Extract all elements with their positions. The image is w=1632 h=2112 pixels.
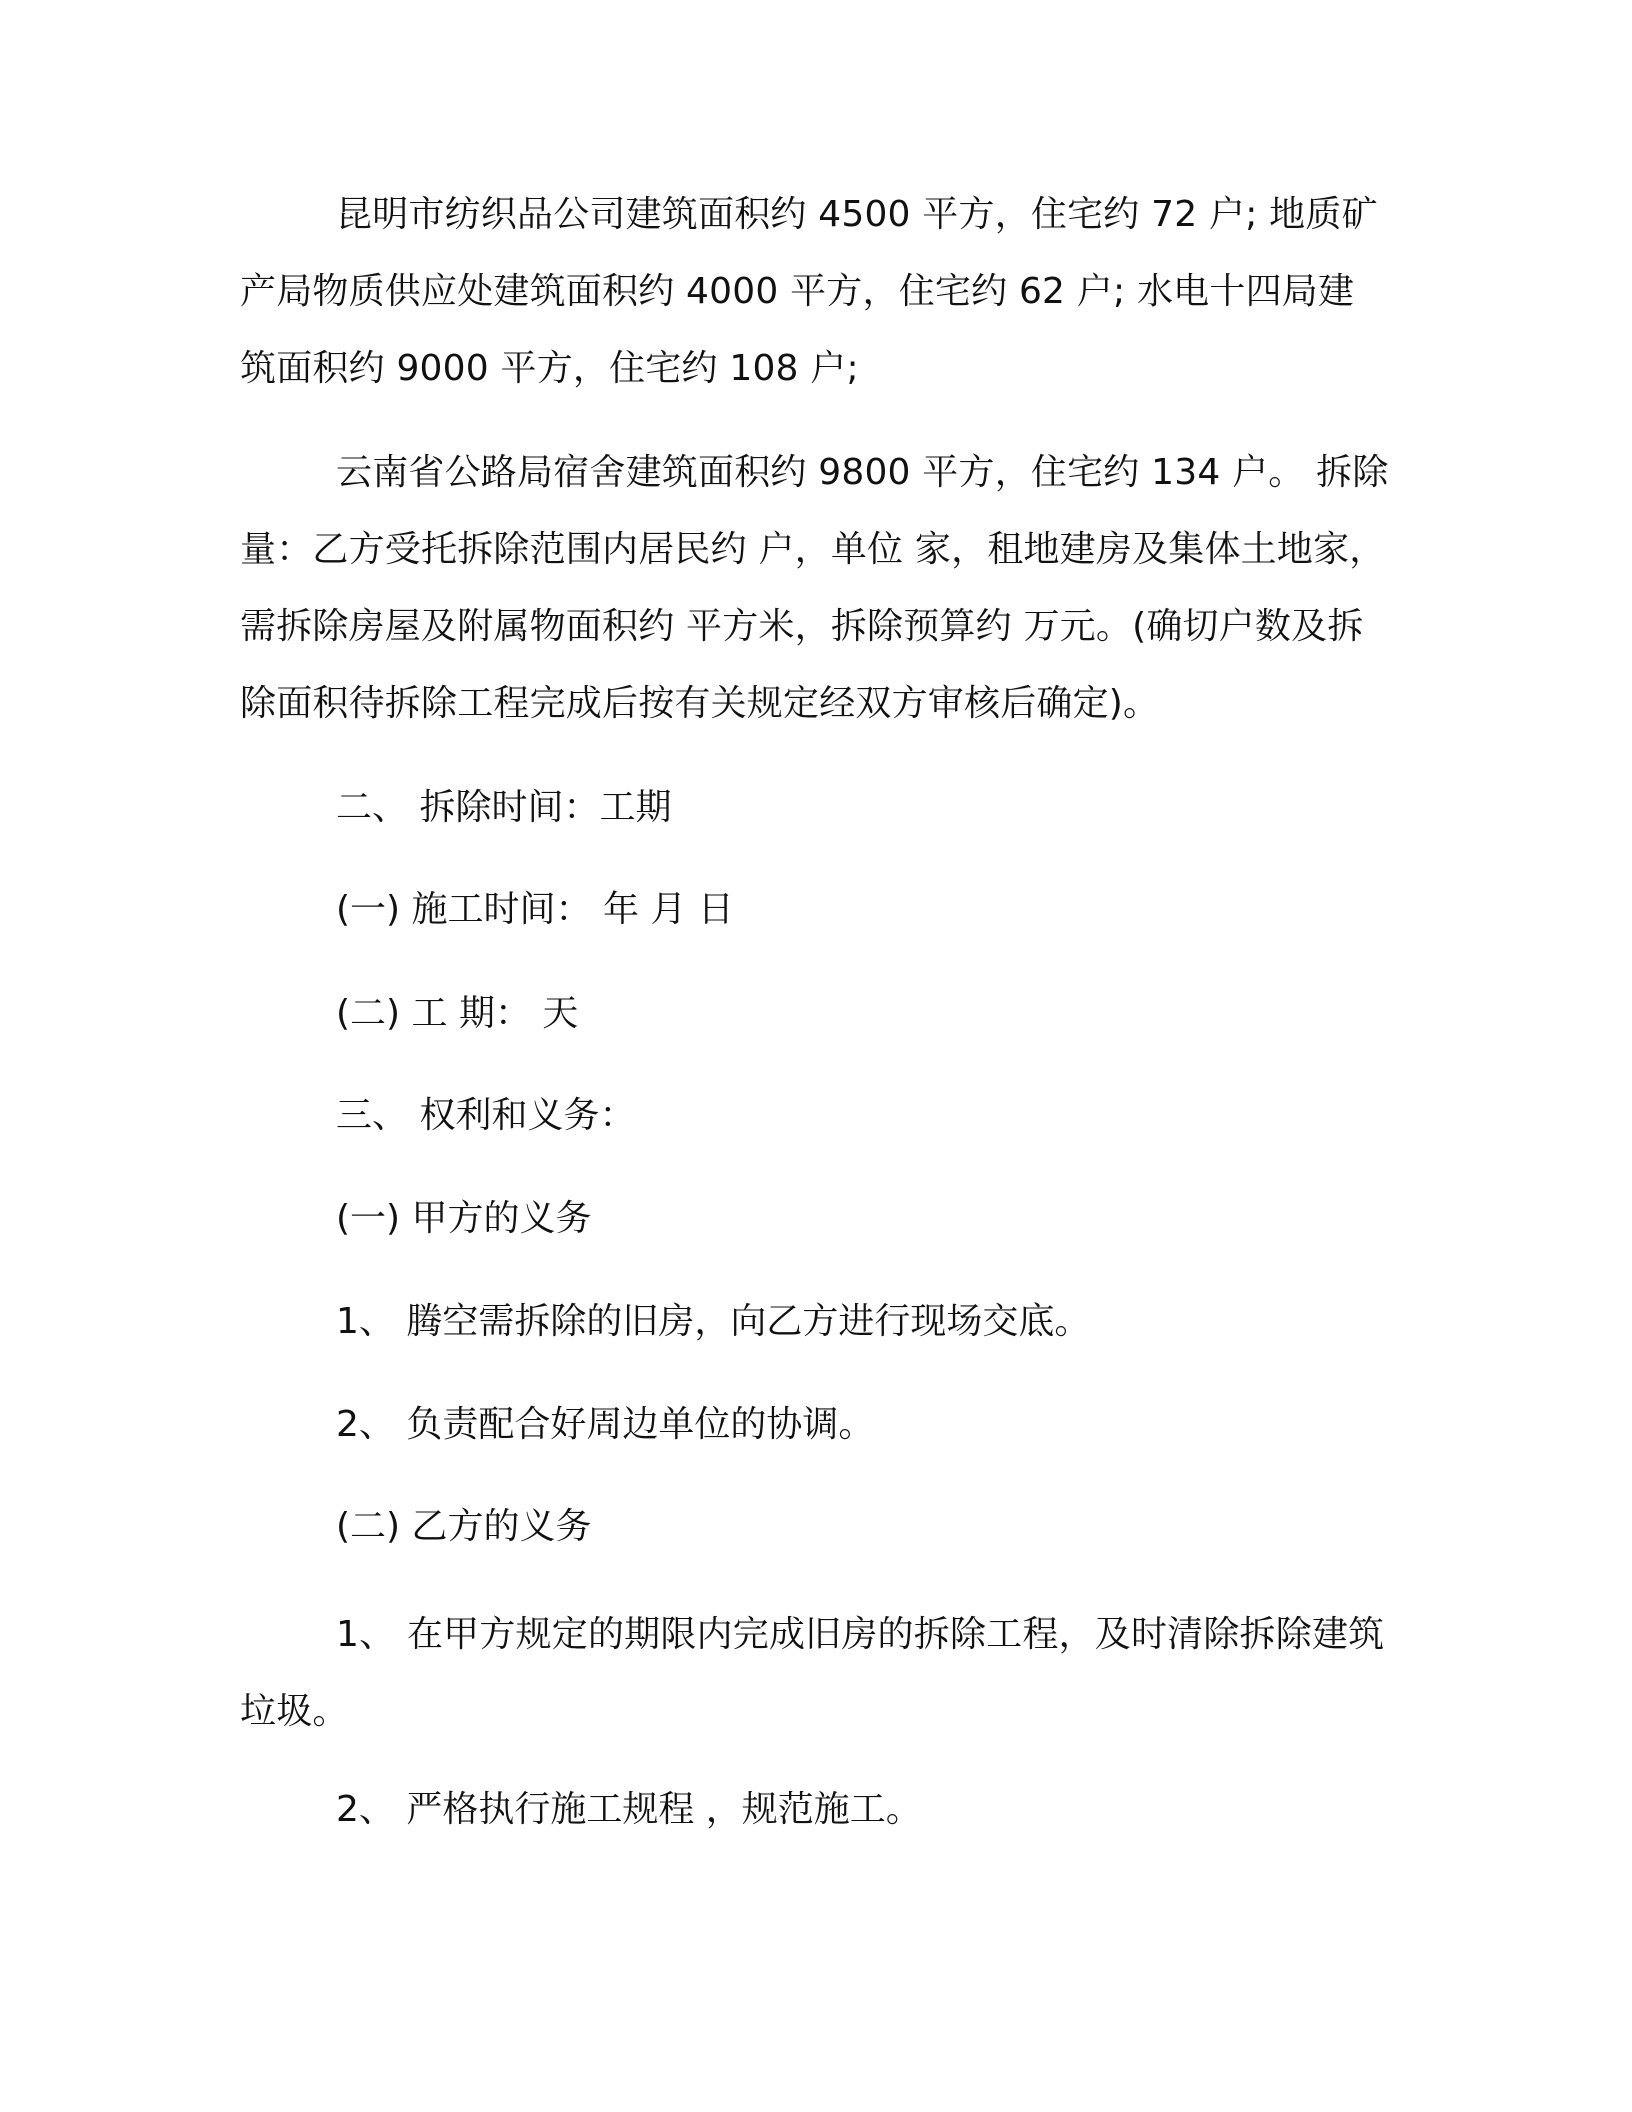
construction-time-line: (一) 施工时间： 年 月 日 bbox=[336, 889, 734, 930]
party-a-heading: (一) 甲方的义务 bbox=[336, 1198, 592, 1239]
section-three-heading: 三、 权利和义务： bbox=[336, 1095, 636, 1136]
section-two-heading: 二、 拆除时间：工期 bbox=[336, 787, 672, 828]
party-b-item-2: 2、 严格执行施工规程 ，规范施工。 bbox=[336, 1789, 922, 1830]
party-a-item-1: 1、 腾空需拆除的旧房，向乙方进行现场交底。 bbox=[336, 1301, 1091, 1342]
paragraph-yunnan-highway: 云南省公路局宿舍建筑面积约 9800 平方，住宅约 134 户。 拆除量：乙方受托拆除范围内居民约 户，单位 家，租地建房及集体土地家，需拆除房屋及附属物面积约 平方米，拆除预算约 万元。(确切户数及拆除面积待拆除工程完成后按有关规定经双方审核后确定)。 bbox=[240, 452, 1389, 724]
duration-line: (二) 工 期： 天 bbox=[336, 993, 579, 1034]
party-b-heading: (二) 乙方的义务 bbox=[336, 1506, 592, 1547]
party-a-item-2: 2、 负责配合好周边单位的协调。 bbox=[336, 1404, 875, 1445]
party-b-item-1: 1、 在甲方规定的期限内完成旧房的拆除工程，及时清除拆除建筑垃圾。 bbox=[240, 1614, 1385, 1732]
paragraph-kunming-textile: 昆明市纺织品公司建筑面积约 4500 平方，住宅约 72 户; 地质矿产局物质供应处建筑面积约 4000 平方，住宅约 62 户; 水电十四局建筑面积约 9000 平方，住宅约 108 户; bbox=[240, 194, 1378, 389]
